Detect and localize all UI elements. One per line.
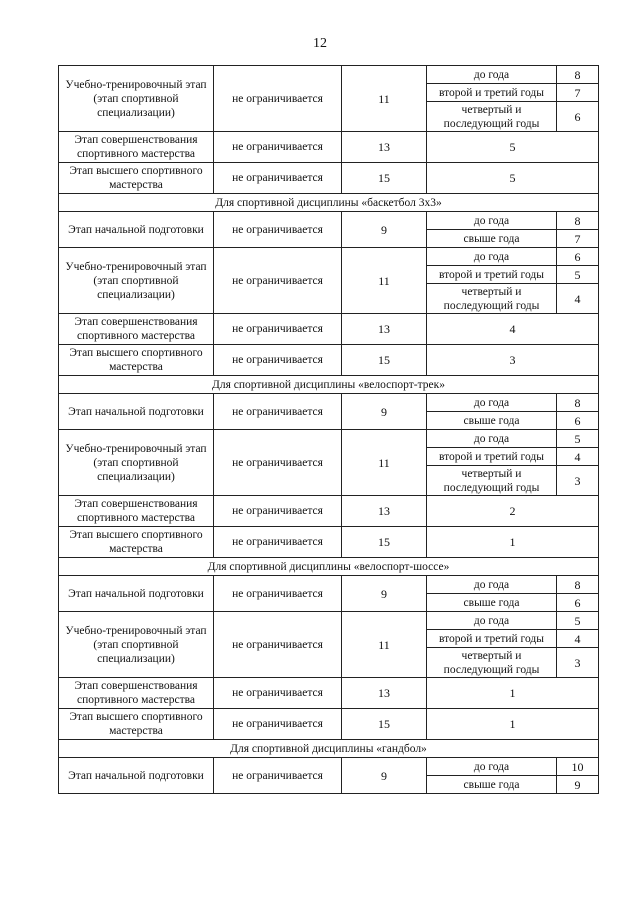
section-title: Для спортивной дисциплины «баскетбол 3х3» (59, 194, 599, 212)
group-count: 5 (557, 430, 599, 448)
group-count: 8 (557, 576, 599, 594)
stage-name: Этап высшего спортивного мастерства (59, 345, 214, 376)
training-year: до года (427, 430, 557, 448)
table-row (59, 394, 599, 412)
stage-duration: не ограничивается (214, 163, 342, 194)
section-header-row (59, 376, 599, 394)
stage-duration: не ограничивается (214, 345, 342, 376)
stage-duration: не ограничивается (214, 314, 342, 345)
table-row (59, 496, 599, 527)
training-year: свыше года (427, 776, 557, 794)
stage-name: Этап совершенствования спортивного мастерства (59, 132, 214, 163)
stage-duration: не ограничивается (214, 527, 342, 558)
stage-name: Этап высшего спортивного мастерства (59, 527, 214, 558)
group-count: 7 (557, 84, 599, 102)
group-count: 5 (557, 266, 599, 284)
stage-duration: не ограничивается (214, 394, 342, 430)
training-year: четвертый и последующий годы (427, 466, 557, 496)
table-row (59, 66, 599, 84)
group-count: 4 (557, 630, 599, 648)
stage-name: Этап высшего спортивного мастерства (59, 163, 214, 194)
training-year: четвертый и последующий годы (427, 284, 557, 314)
section-header-row (59, 558, 599, 576)
stage-age: 15 (342, 163, 427, 194)
stage-age: 13 (342, 132, 427, 163)
training-year: до года (427, 758, 557, 776)
table-row (59, 163, 599, 194)
section-title: Для спортивной дисциплины «гандбол» (59, 740, 599, 758)
sports-stages-table (58, 65, 599, 794)
table-row (59, 527, 599, 558)
group-count: 9 (557, 776, 599, 794)
stage-name: Этап начальной подготовки (59, 758, 214, 794)
stage-name: Этап совершенствования спортивного мастерства (59, 496, 214, 527)
stage-age: 9 (342, 758, 427, 794)
stage-age: 13 (342, 496, 427, 527)
group-count: 8 (557, 66, 599, 84)
table-row (59, 212, 599, 230)
group-count: 6 (557, 102, 599, 132)
group-count-total: 2 (427, 496, 599, 527)
group-count: 3 (557, 648, 599, 678)
stage-name: Этап высшего спортивного мастерства (59, 709, 214, 740)
group-count: 7 (557, 230, 599, 248)
stage-age: 9 (342, 212, 427, 248)
training-year: второй и третий годы (427, 266, 557, 284)
table-row (59, 248, 599, 266)
stage-age: 11 (342, 66, 427, 132)
group-count: 6 (557, 594, 599, 612)
stage-duration: не ограничивается (214, 248, 342, 314)
training-year: свыше года (427, 412, 557, 430)
training-year: второй и третий годы (427, 448, 557, 466)
section-header-row (59, 740, 599, 758)
stage-duration: не ограничивается (214, 66, 342, 132)
stage-duration: не ограничивается (214, 709, 342, 740)
table-row (59, 678, 599, 709)
stage-duration: не ограничивается (214, 496, 342, 527)
stage-age: 9 (342, 394, 427, 430)
stage-age: 15 (342, 345, 427, 376)
stage-name: Этап совершенствования спортивного мастерства (59, 678, 214, 709)
stage-duration: не ограничивается (214, 132, 342, 163)
group-count: 6 (557, 412, 599, 430)
group-count-total: 5 (427, 132, 599, 163)
stage-name: Этап совершенствования спортивного мастерства (59, 314, 214, 345)
stage-age: 15 (342, 527, 427, 558)
training-year: до года (427, 248, 557, 266)
training-year: свыше года (427, 594, 557, 612)
stage-name: Учебно-тренировочный этап (этап спортивной специализации) (59, 248, 214, 314)
stage-duration: не ограничивается (214, 576, 342, 612)
table-row (59, 709, 599, 740)
stage-duration: не ограничивается (214, 212, 342, 248)
stage-duration: не ограничивается (214, 612, 342, 678)
section-title: Для спортивной дисциплины «велоспорт-трек» (59, 376, 599, 394)
stage-name: Учебно-тренировочный этап (этап спортивной специализации) (59, 66, 214, 132)
table-row (59, 430, 599, 448)
group-count: 4 (557, 448, 599, 466)
table-row (59, 132, 599, 163)
stage-name: Учебно-тренировочный этап (этап спортивной специализации) (59, 612, 214, 678)
training-year: до года (427, 66, 557, 84)
training-year: второй и третий годы (427, 630, 557, 648)
group-count-total: 5 (427, 163, 599, 194)
stage-age: 9 (342, 576, 427, 612)
group-count-total: 4 (427, 314, 599, 345)
training-year: четвертый и последующий годы (427, 102, 557, 132)
group-count-total: 3 (427, 345, 599, 376)
table-row (59, 576, 599, 594)
stage-duration: не ограничивается (214, 430, 342, 496)
page-number: 12 (313, 36, 327, 51)
table-body (59, 66, 599, 794)
training-year: четвертый и последующий годы (427, 648, 557, 678)
training-year: второй и третий годы (427, 84, 557, 102)
stage-age: 11 (342, 430, 427, 496)
group-count-total: 1 (427, 527, 599, 558)
table-row (59, 314, 599, 345)
stage-duration: не ограничивается (214, 758, 342, 794)
section-header-row (59, 194, 599, 212)
group-count: 8 (557, 394, 599, 412)
table-row (59, 345, 599, 376)
training-year: свыше года (427, 230, 557, 248)
group-count: 8 (557, 212, 599, 230)
stage-age: 13 (342, 314, 427, 345)
stage-name: Этап начальной подготовки (59, 212, 214, 248)
stage-age: 11 (342, 612, 427, 678)
training-year: до года (427, 212, 557, 230)
stage-name: Этап начальной подготовки (59, 576, 214, 612)
group-count-total: 1 (427, 678, 599, 709)
group-count: 5 (557, 612, 599, 630)
training-year: до года (427, 576, 557, 594)
table-row (59, 612, 599, 630)
group-count: 10 (557, 758, 599, 776)
group-count: 6 (557, 248, 599, 266)
stage-age: 15 (342, 709, 427, 740)
training-year: до года (427, 612, 557, 630)
table-row (59, 758, 599, 776)
group-count: 3 (557, 466, 599, 496)
stage-age: 11 (342, 248, 427, 314)
stage-duration: не ограничивается (214, 678, 342, 709)
group-count-total: 1 (427, 709, 599, 740)
group-count: 4 (557, 284, 599, 314)
stage-name: Учебно-тренировочный этап (этап спортивной специализации) (59, 430, 214, 496)
training-year: до года (427, 394, 557, 412)
stage-age: 13 (342, 678, 427, 709)
stage-name: Этап начальной подготовки (59, 394, 214, 430)
section-title: Для спортивной дисциплины «велоспорт-шоссе» (59, 558, 599, 576)
